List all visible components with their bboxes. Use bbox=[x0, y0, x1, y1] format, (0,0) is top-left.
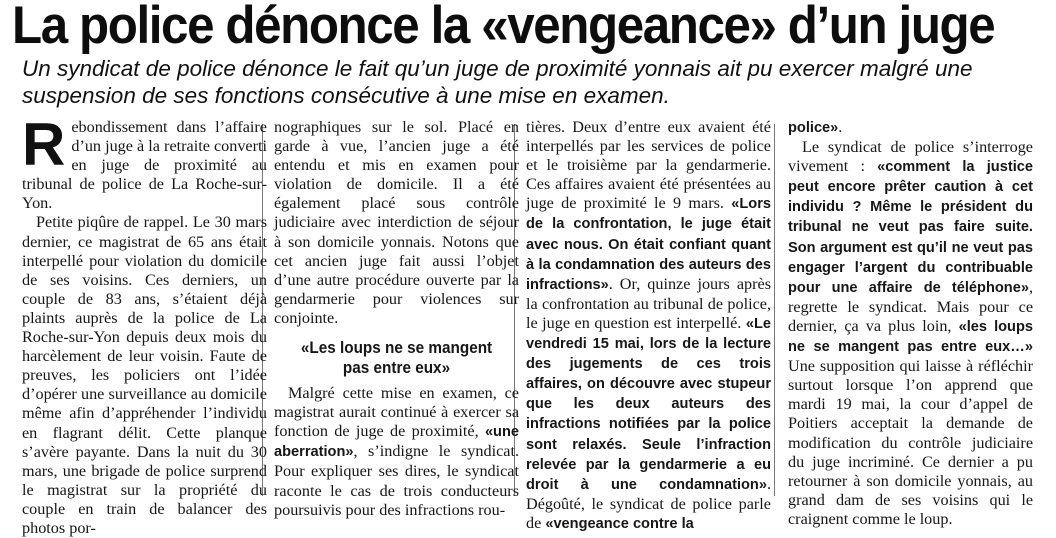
quote-bold: «comment la justice peut encore prêter caution à cet individu ? Même le président du tribunal ne veut pas faire suite. Son argument est qu’il ne veut pas engager l’argent du contribuable pour une affaire de téléphone» bbox=[788, 159, 1033, 296]
quote-bold: «Le vendredi 15 mai, lors de la lecture des jugements de ces trois affaires, on découvre avec stupeur que les deux auteurs des infractions notifiées par la police sont relaxés. Seule l’infraction relevée par la gendarmerie a eu droit à une condamnation» bbox=[526, 315, 771, 493]
quote-bold: «vengeance contre la bbox=[545, 515, 694, 532]
quote-bold: «les loups ne se mangent pas entre eux…» bbox=[788, 318, 1033, 356]
paragraph: nographiques sur le sol. Placé en garde à vue, l’ancien juge a été entendu et mis en examen pour violation de domicile. Il a été également placé sous contrôle judiciaire avec interdiction de séjour à son domicile yonnais. Notons que cet ancien juge fait aussi l’objet d’une autre procédure ouverte par la gendarmerie pour violences sur conjointe. bbox=[274, 118, 519, 327]
paragraph-text: . Or, quinze jours après la confrontation au tribunal de police, le juge en question est interpellé. bbox=[526, 274, 771, 332]
paragraph-text: , s’indigne le syndicat. Pour expliquer ses dires, le syndicat raconte le cas de trois conducteurs poursuivis pour des infractions rou- bbox=[274, 442, 519, 519]
subheading: «Les loups ne se mangent pas entre eux» bbox=[300, 338, 493, 378]
quote-bold: «une aberration» bbox=[274, 424, 519, 461]
headline: La police dénonce la «vengeance» d’un juge bbox=[12, 0, 995, 55]
paragraph-text: Une supposition qui laisse à réfléchir surtout lorsque l’on apprend que mardi 19 mai, la cour d’appel de Poitiers acceptait la demande de modification du contrôle judiciaire du juge incriminé. Ce dernier a pu retourner à son domicile yonnais, au grand dam de ses voisins qui le craignent comme le loup. bbox=[788, 357, 1033, 528]
paragraph bbox=[22, 111, 267, 213]
paragraph-text: Malgré cette mise en examen, ce magistrat aurait continué à exercer sa fonction de juge de proximité, bbox=[274, 384, 519, 441]
paragraph bbox=[788, 118, 1033, 138]
paragraph bbox=[788, 138, 1033, 529]
paragraph bbox=[526, 118, 771, 534]
quote-bold: «Lors de la confrontation, le juge était avec nous. On était confiant quant à la condamnation des auteurs des infractions» bbox=[526, 196, 771, 293]
column-1 bbox=[22, 111, 267, 538]
paragraph-text: . Dégoûté, le syndicat de police parle de bbox=[526, 474, 771, 532]
paragraph-text: , regrette le syndicat. Mais pour ce dernier, ça va plus loin, bbox=[788, 277, 1033, 335]
paragraph bbox=[274, 384, 519, 520]
drop-cap: R bbox=[22, 111, 66, 178]
article-body bbox=[0, 111, 1056, 537]
column-2 bbox=[274, 118, 519, 520]
paragraph-text: Le syndicat de police s’interroge vivement : bbox=[788, 138, 1033, 176]
quote-bold: police» bbox=[788, 120, 839, 136]
column-4 bbox=[788, 118, 1033, 529]
paragraph: Petite piqûre de rappel. Le 30 mars dernier, ce magistrat de 65 ans était interpellé pour violation du domicile de ses voisins. Ces derniers, un couple de 83 ans, s’étaient déjà plaints auprès de la police de La Roche-sur-Yon depuis deux mois du harcèlement de leur voisin. Faute de preuves, les policiers ont l’idée d’opérer une surveillance au domicile même afin d’appréhender l’individu en flagrant délit. Cette planque s’avère payante. Dans la nuit du 30 mars, une brigade de police surprend le magistrat sur la propriété du couple en train de balancer des photos por- bbox=[22, 213, 267, 537]
paragraph-text: tières. Deux d’entre eux avaient été interpellés par les services de police et le troisième par la gendarmerie. Ces affaires avaient été présentées au juge de proximité le 9 mars. bbox=[526, 118, 771, 213]
column-3 bbox=[526, 118, 771, 534]
paragraph-text: . bbox=[838, 118, 843, 136]
deck: Un syndicat de police dénonce le fait qu’un juge de proximité yonnais ait pu exercer malgré une suspension de ses fonctions consécutive à une mise en examen. bbox=[22, 56, 973, 108]
paragraph-text: ebondissement dans l’affaire d’un juge à la retraite converti en juge de proximité au tribunal de police de La Roche-sur-Yon. bbox=[22, 118, 267, 213]
